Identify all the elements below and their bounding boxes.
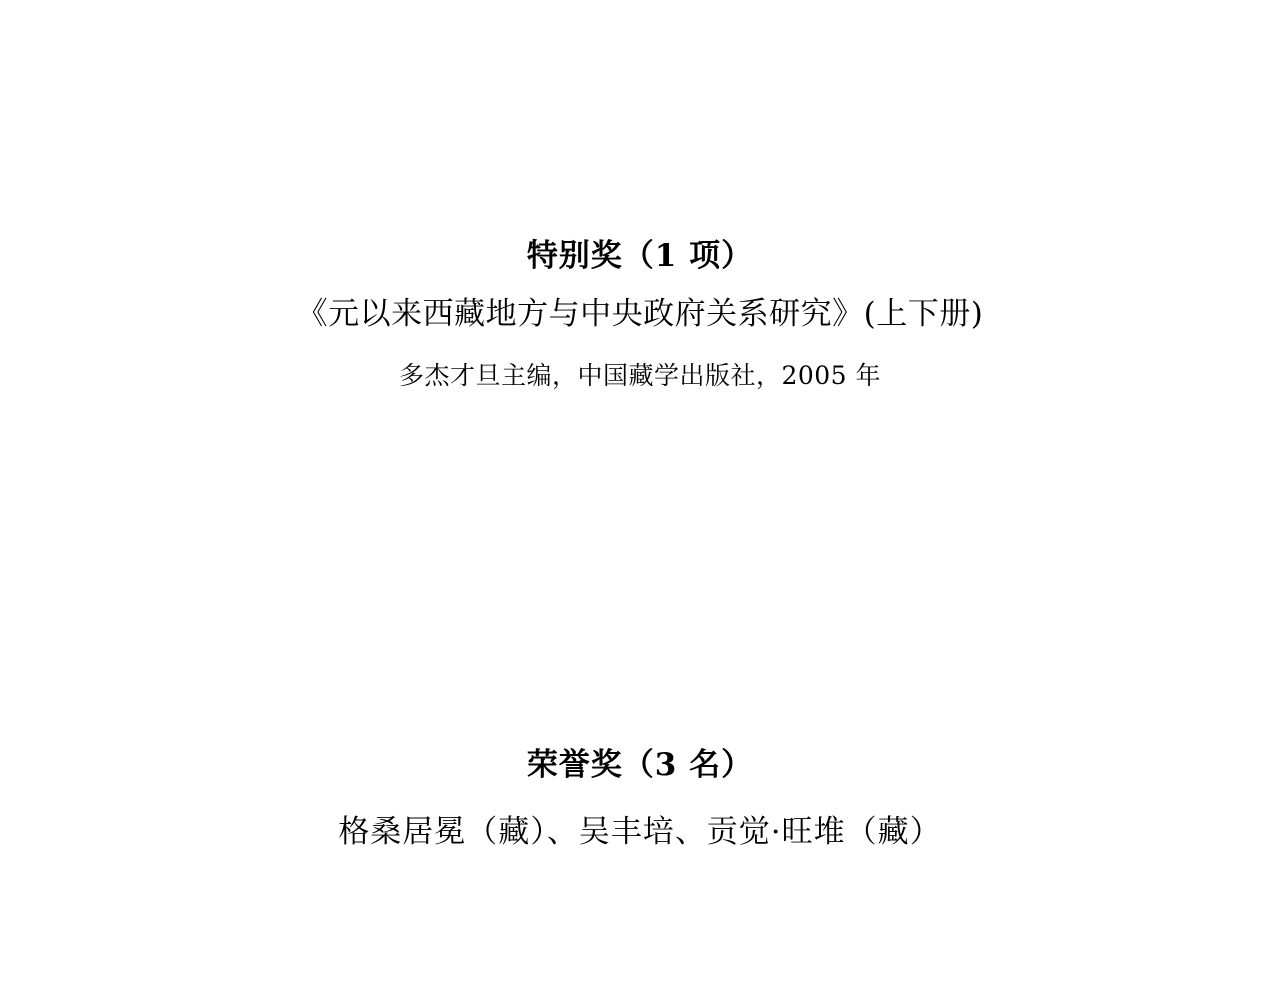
honor-award-heading: 荣誉奖（3 名） <box>526 747 754 783</box>
honor-award-section <box>0 745 1280 855</box>
special-award-section <box>0 236 1280 394</box>
special-award-heading: 特别奖（1 项） <box>526 238 754 274</box>
special-award-work-meta: 多杰才旦主编，中国藏学出版社，2005 年 <box>398 360 882 390</box>
honor-award-names: 格桑居冕（藏）、吴丰培、贡觉·旺堆（藏） <box>338 813 942 850</box>
special-award-work-title: 《元以来西藏地方与中央政府关系研究》(上下册) <box>296 295 984 332</box>
